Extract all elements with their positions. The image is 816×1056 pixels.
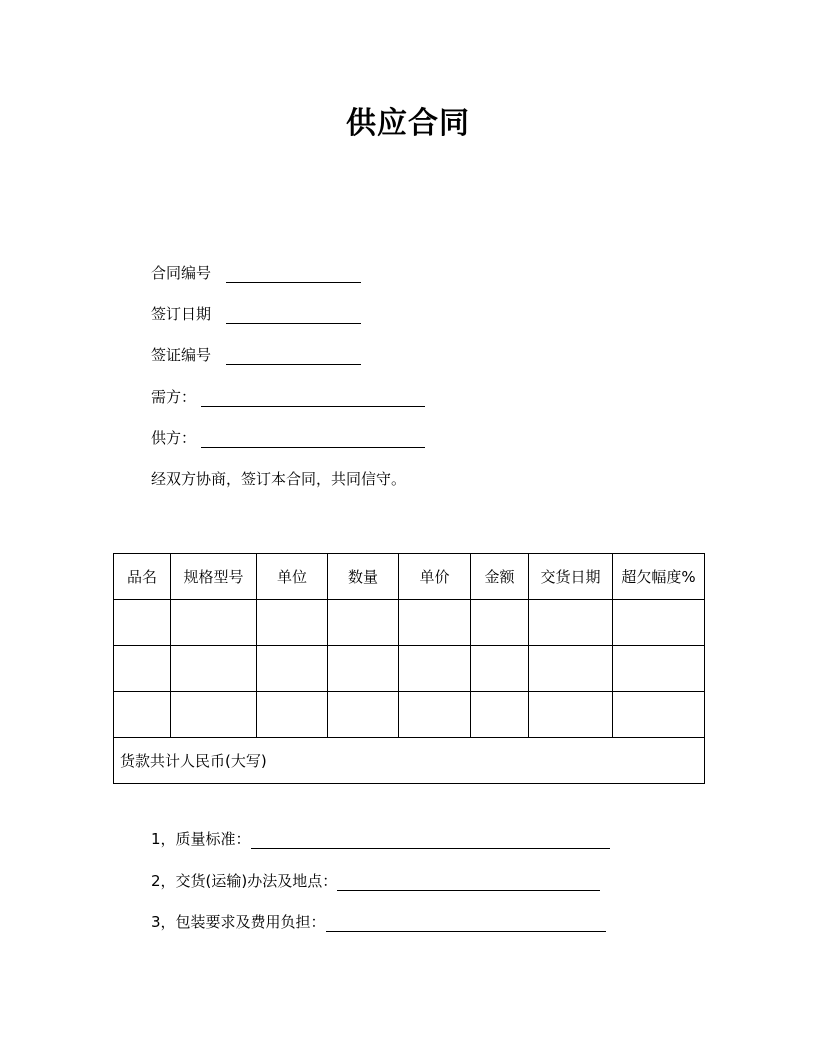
sign-date-field: [151, 304, 361, 324]
table-cell[interactable]: [399, 646, 471, 692]
table-cell[interactable]: [257, 600, 328, 646]
term-packaging-blank[interactable]: [326, 913, 606, 932]
table-row: [114, 692, 705, 738]
table-cell[interactable]: [257, 646, 328, 692]
table-cell[interactable]: [114, 600, 171, 646]
table-cell[interactable]: [529, 692, 613, 738]
table-cell[interactable]: [328, 600, 399, 646]
table-cell[interactable]: [171, 692, 257, 738]
table-cell[interactable]: [257, 692, 328, 738]
term-quality-label: 1，质量标准：: [151, 830, 251, 848]
header-quantity: 数量: [328, 554, 399, 600]
goods-table: [113, 553, 705, 784]
contract-number-blank[interactable]: [226, 264, 361, 283]
term-delivery-blank[interactable]: [337, 872, 600, 891]
total-amount-cell[interactable]: 货款共计人民币(大写): [114, 738, 705, 784]
buyer-label: 需方：: [151, 388, 197, 406]
buyer-blank[interactable]: [201, 388, 425, 407]
table-cell[interactable]: [471, 600, 529, 646]
visa-number-blank[interactable]: [226, 346, 361, 365]
contract-number-label: 合同编号: [151, 264, 212, 282]
table-cell[interactable]: [114, 692, 171, 738]
term-quality-blank[interactable]: [251, 830, 610, 849]
sign-date-blank[interactable]: [226, 305, 361, 324]
header-unit-price: 单价: [399, 554, 471, 600]
term-quality: [151, 829, 610, 849]
table-cell[interactable]: [471, 646, 529, 692]
header-tolerance: 超欠幅度%: [613, 554, 705, 600]
visa-number-label: 签证编号: [151, 346, 212, 364]
table-cell[interactable]: [114, 646, 171, 692]
table-row: [114, 600, 705, 646]
table-cell[interactable]: [471, 692, 529, 738]
header-delivery-date: 交货日期: [529, 554, 613, 600]
term-delivery-label: 2，交货(运输)办法及地点：: [151, 872, 338, 890]
header-spec-model: 规格型号: [171, 554, 257, 600]
agreement-text: 经双方协商，签订本合同，共同信守。: [151, 470, 407, 488]
table-cell[interactable]: [613, 600, 705, 646]
term-packaging-label: 3，包装要求及费用负担：: [151, 913, 326, 931]
table-cell[interactable]: [171, 646, 257, 692]
term-packaging: [151, 912, 606, 932]
table-cell[interactable]: [328, 646, 399, 692]
table-cell[interactable]: [328, 692, 399, 738]
header-product-name: 品名: [114, 554, 171, 600]
table-cell[interactable]: [613, 646, 705, 692]
table-cell[interactable]: [399, 600, 471, 646]
header-unit: 单位: [257, 554, 328, 600]
header-amount: 金额: [471, 554, 529, 600]
contract-number-field: [151, 263, 361, 283]
document-title: 供应合同: [346, 106, 470, 141]
table-cell[interactable]: [529, 646, 613, 692]
table-cell[interactable]: [399, 692, 471, 738]
supplier-label: 供方：: [151, 429, 197, 447]
term-delivery: [151, 871, 600, 891]
supplier-field: [151, 428, 425, 448]
sign-date-label: 签订日期: [151, 305, 212, 323]
buyer-field: [151, 387, 425, 407]
table-cell[interactable]: [613, 692, 705, 738]
table-cell[interactable]: [171, 600, 257, 646]
table-total-row: [114, 738, 705, 784]
table-row: [114, 646, 705, 692]
supplier-blank[interactable]: [201, 429, 425, 448]
visa-number-field: [151, 345, 361, 365]
table-header-row: [114, 554, 705, 600]
table-cell[interactable]: [529, 600, 613, 646]
